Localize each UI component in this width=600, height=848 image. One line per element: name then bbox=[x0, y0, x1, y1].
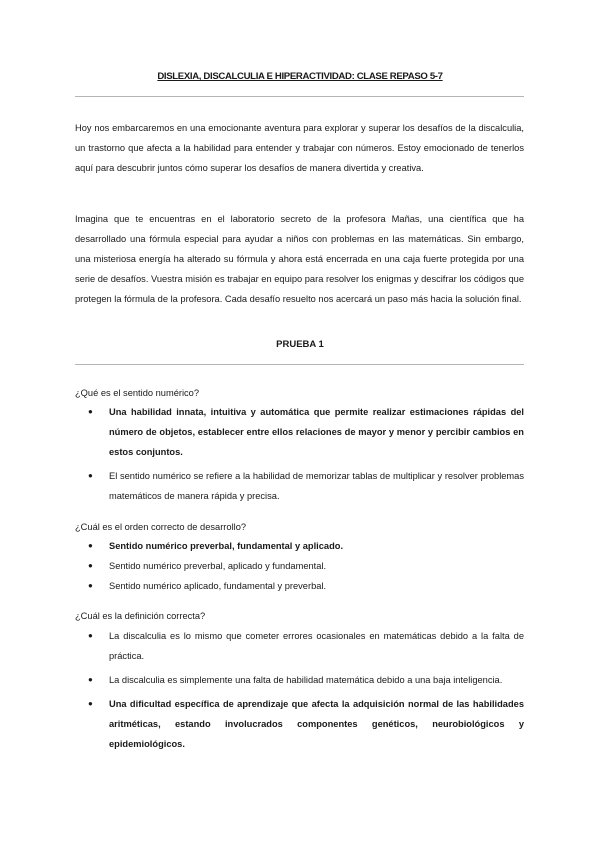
option-text: Sentido numérico aplicado, fundamental y preverbal. bbox=[109, 581, 327, 591]
option-item bbox=[88, 556, 524, 576]
bullet-icon: ● bbox=[88, 581, 93, 590]
option-text: Una dificultad específica de aprendizaje que afecta la adquisición normal de las habilidades aritméticas, estando involucrados componentes genéticos, neurobiológicos y epidemiológicos. bbox=[109, 699, 524, 749]
bullet-icon: ● bbox=[88, 699, 93, 708]
title-divider bbox=[75, 96, 524, 97]
question-1-options bbox=[88, 402, 524, 506]
option-item bbox=[88, 576, 524, 596]
mission-paragraph: Imagina que te encuentras en el laboratorio secreto de la profesora Mañas, una científica que ha desarrollado una fórmula especial para ayudar a niños con problemas en las matemáticas. Sin embargo, una misteriosa energía ha alterado su fórmula y ahora está encerrada en una caja fuerte protegida por una serie de desafíos. Vuestra misión es trabajar en equipo para resolver los enigmas y descifrar los códigos que protegen la fórmula de la profesora. Cada desafío resuelto nos acercará un paso más hacia la solución final. bbox=[75, 214, 524, 304]
question-1: ¿Qué es el sentido numérico? bbox=[75, 388, 200, 398]
section-title: PRUEBA 1 bbox=[276, 339, 324, 350]
option-item bbox=[88, 402, 524, 462]
question-3-options bbox=[88, 626, 524, 754]
bullet-icon: ● bbox=[88, 675, 93, 684]
option-text: La discalculia es lo mismo que cometer errores ocasionales en matemáticas debido a la falta de práctica. bbox=[109, 631, 524, 661]
option-text: Una habilidad innata, intuitiva y automática que permite realizar estimaciones rápidas del número de objetos, establecer entre ellos relaciones de mayor y menor y percibir cambios en estos conjuntos. bbox=[109, 407, 524, 457]
option-item bbox=[88, 626, 524, 666]
bullet-icon: ● bbox=[88, 407, 93, 416]
option-item bbox=[88, 536, 524, 556]
question-3: ¿Cuál es la definición correcta? bbox=[75, 611, 206, 621]
option-item bbox=[88, 694, 524, 754]
bullet-icon: ● bbox=[88, 471, 93, 480]
question-2-options bbox=[88, 536, 524, 596]
bullet-icon: ● bbox=[88, 631, 93, 640]
page-title: DISLEXIA, DISCALCULIA E HIPERACTIVIDAD: CLASE REPASO 5-7 bbox=[157, 71, 443, 82]
option-text: El sentido numérico se refiere a la habilidad de memorizar tablas de multiplicar y resolver problemas matemáticos de manera rápida y precisa. bbox=[109, 471, 524, 501]
intro-paragraph: Hoy nos embarcaremos en una emocionante aventura para explorar y superar los desafíos de la discalculia, un trastorno que afecta a la habilidad para entender y trabajar con números. Estoy emocionado de tenerlos aquí para descubrir juntos cómo superar los desafíos de manera divertida y creativa. bbox=[75, 123, 524, 173]
option-text: Sentido numérico preverbal, aplicado y fundamental. bbox=[109, 561, 327, 571]
question-2: ¿Cuál es el orden correcto de desarrollo? bbox=[75, 522, 247, 532]
bullet-icon: ● bbox=[88, 541, 93, 550]
option-item bbox=[88, 670, 524, 690]
option-item bbox=[88, 466, 524, 506]
bullet-icon: ● bbox=[88, 561, 93, 570]
section-divider bbox=[75, 364, 524, 365]
option-text: Sentido numérico preverbal, fundamental y aplicado. bbox=[109, 541, 344, 551]
option-text: La discalculia es simplemente una falta de habilidad matemática debido a una baja inteligencia. bbox=[109, 675, 503, 685]
